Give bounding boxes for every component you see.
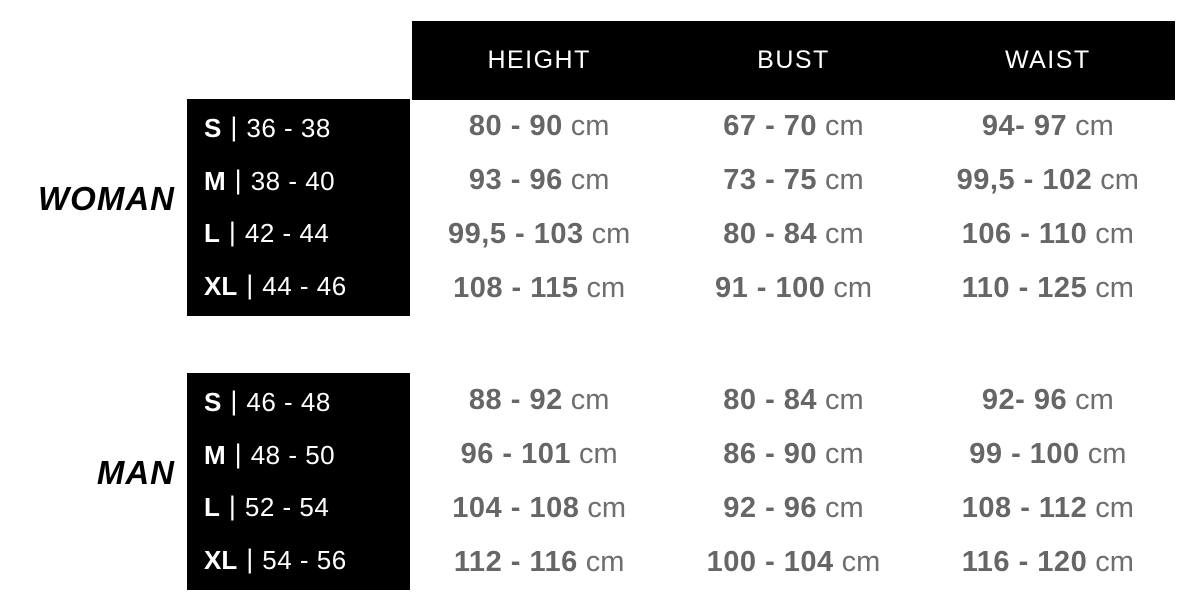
value-unit: cm	[570, 383, 610, 416]
value-cell-woman-m-waist	[921, 153, 1175, 207]
value-number: 92- 96	[981, 383, 1068, 416]
size-separator: |	[230, 385, 238, 416]
column-header-bust: BUST	[757, 46, 830, 74]
measurement-header-bar	[412, 21, 1175, 100]
value-cell-woman-l-waist	[921, 208, 1175, 262]
size-eu-range: 42 - 44	[244, 218, 330, 249]
value-unit: cm	[586, 272, 626, 305]
size-letter: L	[204, 218, 220, 249]
value-unit: cm	[825, 437, 864, 470]
value-number: 88 - 92	[468, 383, 563, 416]
value-unit: cm	[825, 492, 864, 525]
size-letter: M	[204, 439, 226, 470]
size-row-woman-l	[187, 208, 410, 261]
value-cell-man-l-height	[412, 482, 666, 536]
size-row-man-s	[187, 376, 410, 429]
value-unit: cm	[825, 163, 864, 196]
size-separator: |	[228, 491, 236, 522]
size-letter: XL	[204, 545, 238, 576]
value-cell-man-m-bust	[666, 427, 920, 481]
value-number: 104 - 108	[452, 492, 580, 525]
value-cell-woman-xl-waist	[921, 262, 1175, 316]
value-cell-man-l-bust	[666, 482, 920, 536]
size-letter: S	[204, 386, 222, 417]
value-cell-woman-s-bust	[666, 99, 920, 153]
size-row-woman-xl	[187, 260, 410, 313]
value-cell-woman-xl-height	[412, 262, 666, 316]
value-number: 106 - 110	[961, 218, 1088, 251]
man-size-box	[187, 373, 410, 590]
size-separator: |	[246, 544, 254, 575]
value-unit: cm	[825, 218, 864, 251]
size-row-woman-m	[187, 155, 410, 208]
column-header-height: HEIGHT	[487, 46, 591, 74]
value-cell-man-xl-waist	[921, 536, 1175, 590]
size-eu-range: 44 - 46	[262, 271, 347, 302]
size-row-man-m	[187, 429, 410, 482]
value-number: 108 - 115	[453, 272, 579, 305]
value-number: 80 - 90	[468, 109, 563, 142]
woman-group-label: WOMAN	[38, 180, 175, 217]
value-unit: cm	[1087, 437, 1127, 470]
value-number: 94- 97	[981, 109, 1068, 142]
value-unit: cm	[825, 109, 864, 142]
size-separator: |	[234, 164, 242, 195]
value-unit: cm	[841, 546, 881, 579]
value-cell-man-s-height	[412, 373, 666, 427]
value-unit: cm	[1075, 109, 1114, 142]
value-number: 96 - 101	[460, 437, 572, 470]
man-group-label: MAN	[96, 454, 175, 491]
value-number: 108 - 112	[961, 492, 1088, 525]
value-number: 99,5 - 103	[448, 218, 584, 251]
value-number: 91 - 100	[714, 272, 826, 305]
value-unit: cm	[1095, 492, 1134, 525]
size-row-woman-s	[187, 102, 410, 155]
value-cell-man-s-waist	[921, 373, 1175, 427]
value-unit: cm	[585, 546, 625, 579]
size-eu-range: 46 - 48	[246, 386, 331, 417]
size-letter: L	[204, 492, 220, 523]
value-unit: cm	[1075, 383, 1114, 416]
value-number: 100 - 104	[706, 546, 834, 579]
value-unit: cm	[570, 163, 610, 196]
value-number: 80 - 84	[723, 383, 818, 416]
woman-values-grid	[412, 99, 1175, 316]
value-cell-woman-m-bust	[666, 153, 920, 207]
value-cell-woman-s-height	[412, 99, 666, 153]
size-letter: XL	[204, 271, 238, 302]
value-unit: cm	[825, 383, 864, 416]
size-eu-range: 48 - 50	[250, 439, 336, 470]
value-number: 73 - 75	[723, 163, 818, 196]
size-eu-range: 52 - 54	[244, 492, 330, 523]
size-eu-range: 38 - 40	[250, 165, 336, 196]
value-cell-man-m-height	[412, 427, 666, 481]
value-cell-woman-m-height	[412, 153, 666, 207]
value-number: 80 - 84	[723, 218, 818, 251]
value-cell-man-xl-bust	[666, 536, 920, 590]
value-number: 110 - 125	[961, 272, 1088, 305]
size-letter: M	[204, 165, 226, 196]
value-unit: cm	[570, 109, 610, 142]
value-cell-man-s-bust	[666, 373, 920, 427]
value-unit: cm	[591, 218, 631, 251]
value-cell-woman-l-bust	[666, 208, 920, 262]
value-number: 86 - 90	[723, 437, 818, 470]
size-separator: |	[246, 270, 254, 301]
value-number: 92 - 96	[723, 492, 818, 525]
value-unit: cm	[587, 492, 627, 525]
value-number: 99,5 - 102	[956, 163, 1093, 196]
value-cell-man-l-waist	[921, 482, 1175, 536]
value-unit: cm	[1100, 163, 1139, 196]
value-unit: cm	[833, 272, 873, 305]
value-cell-man-m-waist	[921, 427, 1175, 481]
size-separator: |	[230, 111, 238, 142]
value-number: 99 - 100	[969, 437, 1080, 470]
size-letter: S	[204, 112, 222, 143]
size-row-man-xl	[187, 534, 410, 587]
value-cell-woman-xl-bust	[666, 262, 920, 316]
woman-size-box	[187, 99, 410, 316]
value-unit: cm	[1095, 546, 1134, 579]
value-cell-woman-l-height	[412, 208, 666, 262]
value-number: 116 - 120	[961, 546, 1088, 579]
value-unit: cm	[1095, 272, 1134, 305]
size-separator: |	[228, 217, 236, 248]
man-values-grid	[412, 373, 1175, 590]
column-header-waist: WAIST	[1004, 46, 1091, 74]
value-cell-woman-s-waist	[921, 99, 1175, 153]
value-cell-man-xl-height	[412, 536, 666, 590]
value-number: 67 - 70	[723, 109, 818, 142]
size-eu-range: 36 - 38	[246, 112, 331, 143]
value-number: 93 - 96	[468, 163, 563, 196]
size-row-man-l	[187, 482, 410, 535]
value-unit: cm	[579, 437, 618, 470]
size-eu-range: 54 - 56	[262, 545, 347, 576]
value-number: 112 - 116	[453, 546, 578, 579]
value-unit: cm	[1095, 218, 1134, 251]
size-separator: |	[234, 438, 242, 469]
